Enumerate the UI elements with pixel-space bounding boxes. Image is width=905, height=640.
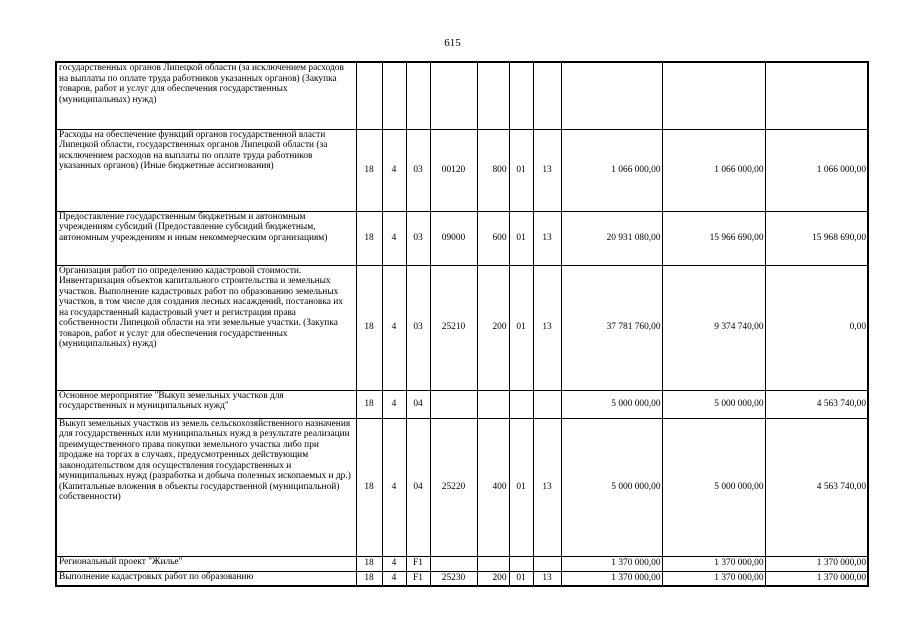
code-direction <box>430 390 477 418</box>
code-expense-type: 200 <box>477 265 509 390</box>
amount-year-1: 1 370 000,00 <box>561 556 662 571</box>
table-row <box>56 265 868 390</box>
code-expense-type: 800 <box>477 129 509 211</box>
table-row <box>56 390 868 418</box>
code-subprogram: 04 <box>406 418 430 556</box>
code-section: 01 <box>509 571 533 586</box>
code-subsection: 13 <box>533 265 561 390</box>
code-direction: 09000 <box>430 211 477 265</box>
code-program: 4 <box>382 418 406 556</box>
table-row <box>56 62 868 129</box>
code-subprogram: 03 <box>406 265 430 390</box>
code-subsection <box>533 390 561 418</box>
amount-year-1: 1 066 000,00 <box>561 129 662 211</box>
code-direction: 25230 <box>430 571 477 586</box>
amount-year-1 <box>561 62 662 129</box>
item-name: Региональный проект "Жилье" <box>56 556 356 571</box>
code-direction: 25220 <box>430 418 477 556</box>
code-admin: 18 <box>356 265 382 390</box>
amount-year-3 <box>765 62 868 129</box>
amount-year-3: 15 968 690,00 <box>765 211 868 265</box>
code-direction <box>430 556 477 571</box>
amount-year-2 <box>662 62 765 129</box>
code-program <box>382 62 406 129</box>
table-row <box>56 556 868 571</box>
amount-year-3: 4 563 740,00 <box>765 390 868 418</box>
code-admin: 18 <box>356 418 382 556</box>
code-subprogram: F1 <box>406 571 430 586</box>
code-direction: 00120 <box>430 129 477 211</box>
amount-year-2: 1 370 000,00 <box>662 571 765 586</box>
table-row <box>56 129 868 211</box>
code-section <box>509 62 533 129</box>
code-expense-type: 200 <box>477 571 509 586</box>
code-subprogram <box>406 62 430 129</box>
code-admin: 18 <box>356 571 382 586</box>
code-subsection: 13 <box>533 418 561 556</box>
code-direction <box>430 62 477 129</box>
code-expense-type <box>477 390 509 418</box>
code-program: 4 <box>382 571 406 586</box>
code-section <box>509 556 533 571</box>
code-expense-type <box>477 62 509 129</box>
item-name: Основное мероприятие "Выкуп земельных участков для государственных и муниципальных нужд" <box>56 390 356 418</box>
code-admin <box>356 62 382 129</box>
code-subsection: 13 <box>533 571 561 586</box>
code-admin: 18 <box>356 390 382 418</box>
code-section: 01 <box>509 129 533 211</box>
item-name: Выкуп земельных участков из земель сельскохозяйственного назначения для государственных или муниципальных нужд в результате реализации преимущественного права покупки земельного участка либо при продаже на торгах в случаях, предусмотренных действующим законодательством для осуществления государственных и муниципальных нужд (разработка и добыча полезных ископаемых и др.) (Капитальные вложения в объекты государственной (муниципальной) собственности) <box>56 418 356 556</box>
code-section: 01 <box>509 211 533 265</box>
table-row <box>56 418 868 556</box>
code-subsection: 13 <box>533 129 561 211</box>
code-subprogram: 04 <box>406 390 430 418</box>
amount-year-3: 4 563 740,00 <box>765 418 868 556</box>
code-section <box>509 390 533 418</box>
code-expense-type <box>477 556 509 571</box>
amount-year-3: 0,00 <box>765 265 868 390</box>
code-subsection <box>533 556 561 571</box>
amount-year-1: 1 370 000,00 <box>561 571 662 586</box>
amount-year-2: 15 966 690,00 <box>662 211 765 265</box>
item-name: Расходы на обеспечение функций органов государственной власти Липецкой области, государственных органов Липецкой области (за исключением расходов на выплаты по оплате труда работников указанных органов) (Иные бюджетные ассигнования) <box>56 129 356 211</box>
table-row <box>56 211 868 265</box>
amount-year-1: 37 781 760,00 <box>561 265 662 390</box>
amount-year-3: 1 066 000,00 <box>765 129 868 211</box>
code-expense-type: 600 <box>477 211 509 265</box>
code-program: 4 <box>382 265 406 390</box>
item-name: Организация работ по определению кадастровой стоимости. Инвентаризация объектов капитального строительства и земельных участков. Выполнение кадастровых работ по образованию земельных участков, в том числе для создания лесных насаждений, постановка их на государственный кадастровый учет и регистрация права собственности Липецкой области на эти земельные участки. (Закупка товаров, работ и услуг для обеспечения государственных (муниципальных) нужд) <box>56 265 356 390</box>
code-program: 4 <box>382 129 406 211</box>
amount-year-1: 5 000 000,00 <box>561 418 662 556</box>
code-program: 4 <box>382 556 406 571</box>
amount-year-2: 9 374 740,00 <box>662 265 765 390</box>
code-section: 01 <box>509 265 533 390</box>
amount-year-2: 1 370 000,00 <box>662 556 765 571</box>
code-program: 4 <box>382 390 406 418</box>
amount-year-1: 5 000 000,00 <box>561 390 662 418</box>
code-admin: 18 <box>356 211 382 265</box>
amount-year-2: 5 000 000,00 <box>662 390 765 418</box>
budget-table <box>55 61 869 587</box>
code-subsection <box>533 62 561 129</box>
code-program: 4 <box>382 211 406 265</box>
table-body <box>56 62 868 586</box>
item-name: государственных органов Липецкой области (за исключением расходов на выплаты по оплате труда работников указанных органов) (Закупка товаров, работ и услуг для обеспечения государственных (муниципальных) нужд) <box>56 62 356 129</box>
amount-year-3: 1 370 000,00 <box>765 571 868 586</box>
code-section: 01 <box>509 418 533 556</box>
item-name: Предоставление государственным бюджетным и автономным учреждениям субсидий (Предоставление субсидий бюджетным, автономным учреждениям и иным некоммерческим организациям) <box>56 211 356 265</box>
amount-year-2: 5 000 000,00 <box>662 418 765 556</box>
code-subsection: 13 <box>533 211 561 265</box>
amount-year-1: 20 931 080,00 <box>561 211 662 265</box>
amount-year-2: 1 066 000,00 <box>662 129 765 211</box>
code-subprogram: 03 <box>406 211 430 265</box>
code-admin: 18 <box>356 129 382 211</box>
item-name: Выполнение кадастровых работ по образованию <box>56 571 356 586</box>
code-subprogram: 03 <box>406 129 430 211</box>
code-direction: 25210 <box>430 265 477 390</box>
code-expense-type: 400 <box>477 418 509 556</box>
code-admin: 18 <box>356 556 382 571</box>
amount-year-3: 1 370 000,00 <box>765 556 868 571</box>
code-subprogram: F1 <box>406 556 430 571</box>
page-number: 615 <box>444 37 461 49</box>
table-row <box>56 571 868 586</box>
